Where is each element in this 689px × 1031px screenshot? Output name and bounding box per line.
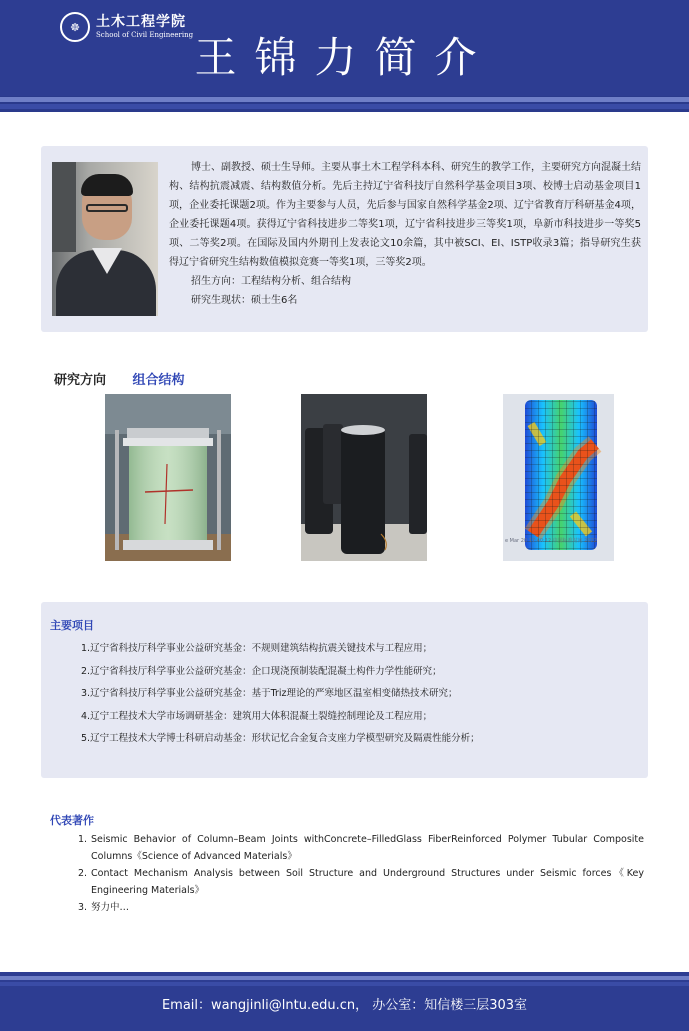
item-text: Seismic Behavior of Column–Beam Joints withConcrete–FilledGlass FiberReinforced Polymer Tubular Composite Columns《Science of Advanced Materials》 <box>91 834 644 862</box>
photo-glasses <box>86 204 128 212</box>
fem-contour-svg <box>503 394 614 561</box>
footer-stripe <box>0 976 689 980</box>
list-item: 1.辽宁省科技厅科学事业公益研究基金：不规则建筑结构抗震关键技术与工程应用； <box>81 643 433 654</box>
intro-paragraph: 博士、副教授、硕士生导师。主要从事土木工程学科本科、研究生的教学工作，主要研究方向混凝土结构、结构抗震减震、结构数值分析。先后主持辽宁省科技厅自然科学基金项目3项、校博士启动基金项目1项，企业委托课题2项。作为主要参与人员，先后参与国家自然科学基金2项、辽宁省教育厅科研基金4项，企业委托课题4项。获得辽宁省科技进步二等奖1项，辽宁省科技进步三等奖1项，阜新市科技进步一等奖5项、二等奖2项。在国际及国内外期刊上发表论文10余篇，其中被SCI、EI、ISTP收录3篇；指导研究生获得辽宁省研究生结构数值模拟竞赛一等奖1项，三等奖2项。 <box>169 162 641 268</box>
list-item: 5.辽宁工程技术大学博士科研启动基金：形状记忆合金复合支座力学模型研究及隔震性能分析； <box>81 733 480 744</box>
list-item <box>78 899 644 916</box>
enroll-direction: 招生方向：工程结构分析、组合结构 <box>191 276 351 287</box>
works-title: 代表著作 <box>50 814 94 827</box>
list-item: 3.辽宁省科技厅科学事业公益研究基金：基于Triz理论的严寒地区温室相变储热技术研究； <box>81 688 458 699</box>
specimen-test-photo <box>105 394 231 561</box>
list-item <box>78 831 644 865</box>
item-number: 1. <box>78 834 88 845</box>
photo-shelf <box>52 162 76 252</box>
projects-list <box>81 638 641 751</box>
projects-title: 主要项目 <box>50 619 94 632</box>
list-item: 2.辽宁省科技厅科学事业公益研究基金：企口现浇预制装配混凝土构件力学性能研究； <box>81 665 442 677</box>
works-list <box>78 831 644 916</box>
page-title: 王锦力简介 <box>194 33 495 82</box>
school-seal-icon: ☸ <box>60 12 90 42</box>
column-specimens-photo <box>301 394 427 561</box>
research-value: 组合结构 <box>132 373 185 388</box>
intro-card <box>41 146 648 332</box>
header-stripe <box>0 97 689 102</box>
fem-contour-image <box>503 394 614 561</box>
item-number: 2. <box>78 868 88 879</box>
item-text: Contact Mechanism Analysis between Soil Structure and Underground Structures under Seismic forces《Key Engineering Materials》 <box>91 868 644 896</box>
list-item: 4.辽宁工程技术大学市场调研基金：建筑用大体积混凝土裂缝控制理论及工程应用； <box>81 710 433 722</box>
student-status: 研究生现状：硕士生6名 <box>191 295 298 306</box>
list-item <box>78 865 644 899</box>
header-stripe <box>0 104 689 109</box>
item-text: 努力中… <box>91 902 130 913</box>
footer-stripe <box>0 982 689 986</box>
portrait-photo <box>52 162 158 316</box>
fem-overlay-text: e Mar 20 17:40:12 中国标准时间 2022 <box>505 538 598 544</box>
projects-card <box>41 602 648 778</box>
photo-hair <box>81 174 133 196</box>
header-banner <box>0 0 689 112</box>
research-direction <box>54 369 185 388</box>
research-label: 研究方向 <box>54 373 107 388</box>
column-specimens-image <box>301 394 427 561</box>
school-name-cn: 土木工程学院 <box>96 14 186 30</box>
school-name-en: School of Civil Engineering <box>96 31 194 39</box>
intro-text <box>169 158 641 310</box>
contact-info: Email：wangjinli@lntu.edu.cn， 办公室：知信楼三层303室 <box>161 998 528 1013</box>
specimen-test-image <box>105 394 231 561</box>
item-number: 3. <box>78 902 88 913</box>
footer-banner <box>0 972 689 1031</box>
